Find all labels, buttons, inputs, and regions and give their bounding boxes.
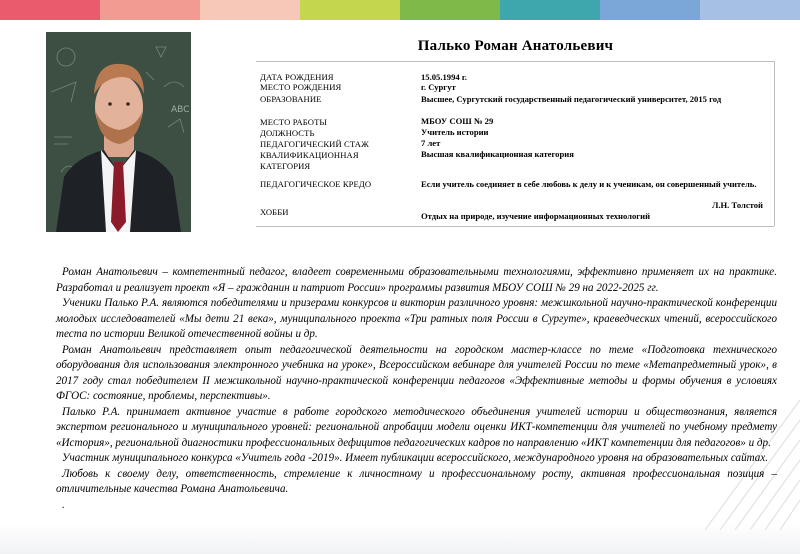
bio-paragraph: Роман Анатольевич представляет опыт педагогической деятельности на городском мастер-классе по теме «Подготовка технического оборудования для использования электронного учебника на уроке», Всероссийском вебинаре для учителей России по теме «Метапредметный урок», в 2017 году стал победителем II межшкольной научно-практической конференции педагогов «Эффективные методы и формы обучения в условиях ФГОС: состояние, проблемы, перспективы». [56, 343, 777, 402]
value-birth-date: 15.05.1994 г. [421, 72, 467, 82]
svg-text:ABC: ABC [171, 105, 190, 115]
label-experience: ПЕДАГОГИЧЕСКИЙ СТАЖ [260, 139, 369, 149]
info-frame-top [256, 61, 774, 62]
info-frame-bottom [256, 226, 774, 227]
bio-paragraph: Палько Р.А. принимает активное участие в работе городского методического объединения учителей истории и обществознания, является экспертом регионального и муниципального уровней: региональной апробации модели оценки ИКТ-компетенции для учителей по учебному предмету «История», региональной диагностики профессиональных дефицитов педагогических кадров по направлению «ИКТ компетенции для педагогов» и др. [56, 405, 777, 449]
label-qualification: КВАЛИФИКАЦИОННАЯ [260, 150, 359, 160]
top-color-strip [0, 0, 800, 20]
bio-paragraph: Участник муниципального конкурса «Учитель года -2019». Имеет публикации всероссийского, международного уровня на образовательных сайтах. [62, 452, 769, 464]
label-credo: ПЕДАГОГИЧЕСКОЕ КРЕДО [260, 179, 372, 189]
value-birth-place: г. Сургут [421, 82, 456, 92]
strip-segment [0, 0, 100, 20]
bio-paragraph: . [62, 498, 65, 511]
value-education: Высшее, Сургутский государственный педагогический университет, 2015 год [421, 94, 722, 104]
credo-text: Если учитель соединяет в себе любовь к делу и к ученикам, он совершенный учитель. [421, 179, 757, 189]
biography [56, 265, 777, 513]
credo-author: Л.Н. Толстой [711, 200, 763, 210]
portrait-photo [46, 32, 191, 232]
label-position: ДОЛЖНОСТЬ [260, 128, 315, 138]
bio-paragraph: Любовь к своему делу, ответственность, стремление к личностному и профессиональному росту, активная профессиональная позиция – отличительные качества Романа Анатольевича. [56, 467, 777, 495]
strip-segment [100, 0, 200, 20]
label-birth-date: ДАТА РОЖДЕНИЯ [260, 72, 334, 82]
info-frame-right [774, 61, 775, 226]
label-workplace: МЕСТО РАБОТЫ [260, 117, 328, 127]
bio-paragraph: Роман Анатольевич – компетентный педагог, владеет современными образовательными технологиями, эффективно применяет их на практике. Разработал и реализует проект «Я – гражданин и патриот России» программы развития МБОУ СОШ № 29 на 2022-2025 гг. [56, 266, 777, 294]
value-position: Учитель истории [421, 127, 489, 137]
label-hobby: ХОББИ [260, 207, 289, 217]
strip-segment [400, 0, 500, 20]
person-name: Палько Роман Анатольевич [417, 38, 614, 54]
label-education: ОБРАЗОВАНИЕ [260, 94, 322, 104]
value-qualification: Высшая квалификационная категория [421, 149, 574, 159]
label-category: КАТЕГОРИЯ [260, 161, 311, 171]
strip-segment [500, 0, 600, 20]
strip-segment [200, 0, 300, 20]
strip-segment [700, 0, 800, 20]
bottom-fade [0, 524, 800, 554]
value-hobby: Отдых на природе, изучение информационных технологий [421, 211, 651, 221]
bio-paragraph: Ученики Палько Р.А. являются победителями и призерами конкурсов и викторин различного уровня: межшкольной научно-практической конференции молодых исследователей «Мы дети 21 века», муниципального проекта «Три ратных поля России в Сургуте», краеведческих чтений, всероссийского теста по истории Великой отечественной войны и др. [56, 297, 777, 340]
strip-segment [600, 0, 700, 20]
strip-segment [300, 0, 400, 20]
label-birth-place: МЕСТО РОЖДЕНИЯ [260, 82, 342, 92]
value-experience: 7 лет [421, 138, 441, 148]
value-workplace: МБОУ СОШ № 29 [421, 116, 494, 126]
